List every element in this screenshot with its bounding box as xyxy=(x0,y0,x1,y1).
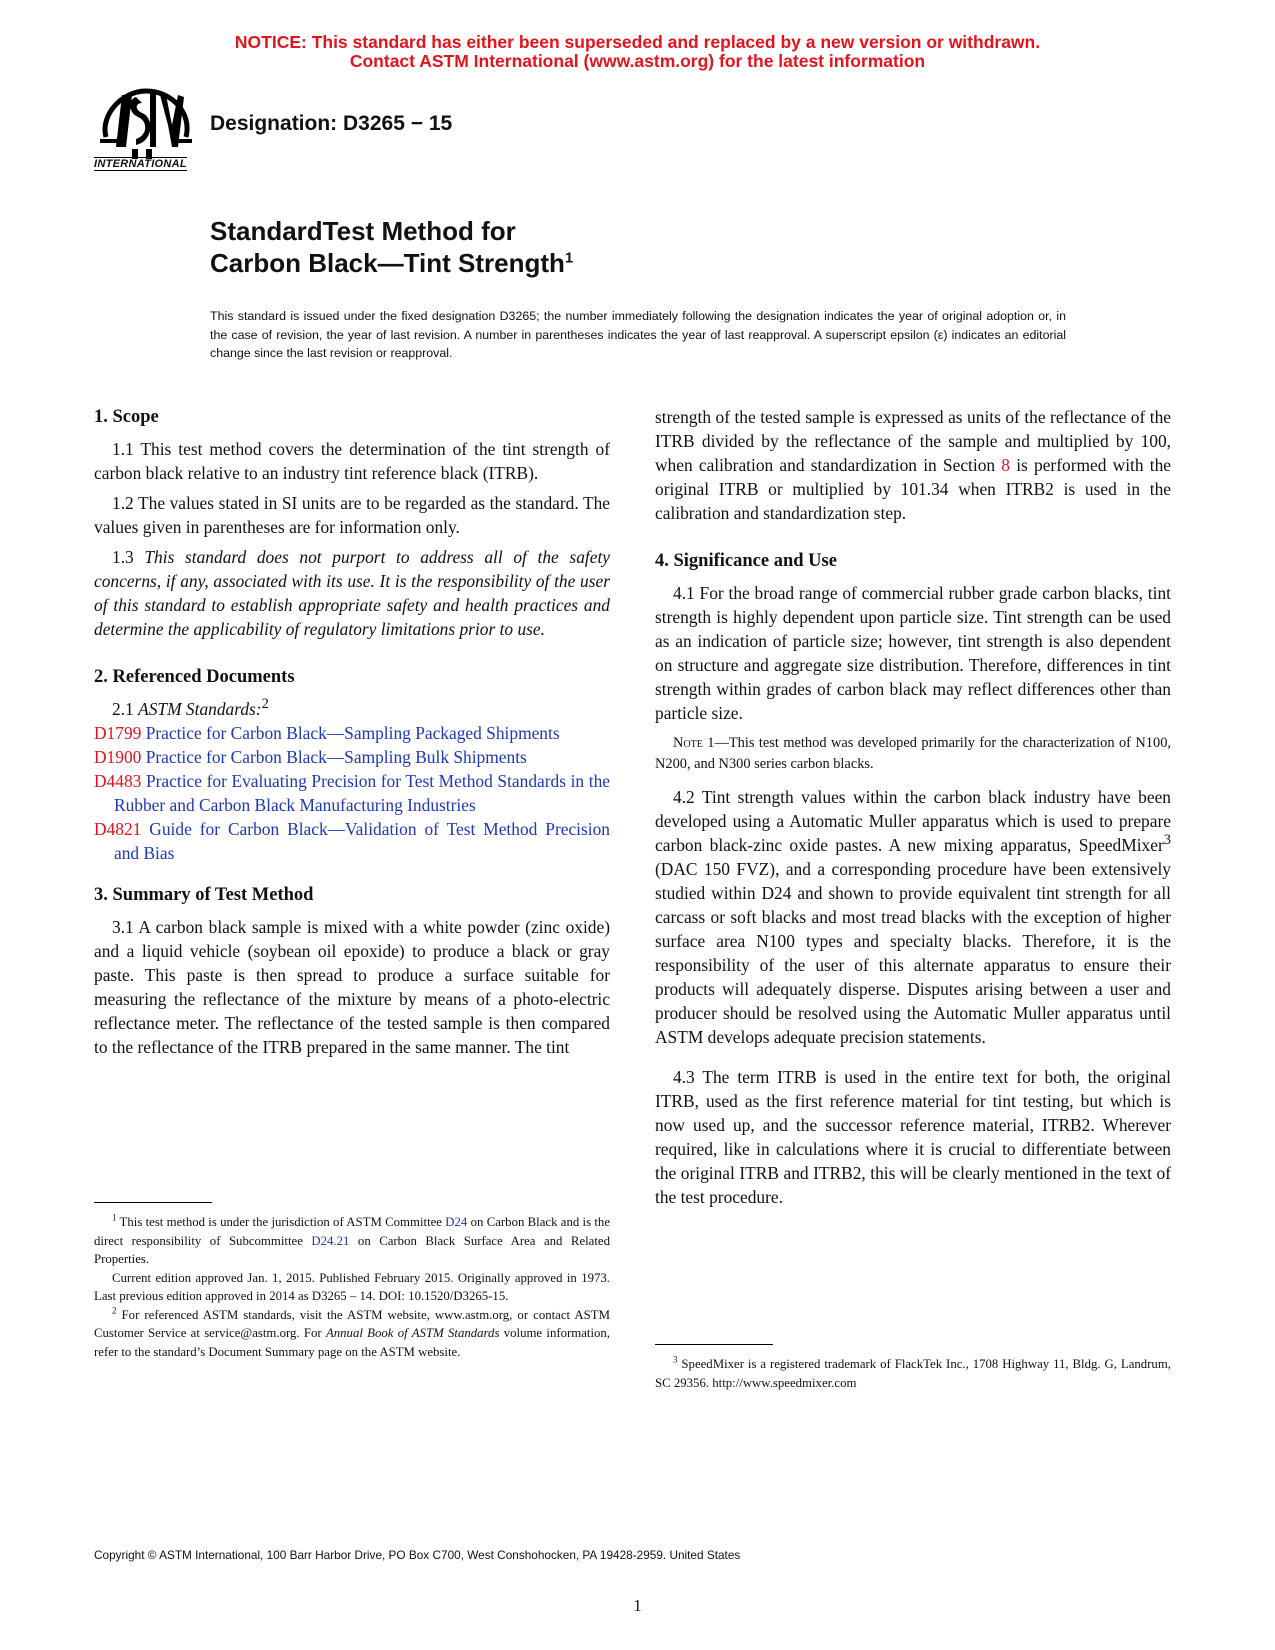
paragraph-4-2 xyxy=(655,785,1171,1049)
ref-code[interactable]: D4483 xyxy=(94,771,142,791)
title-line-2-text: Carbon Black—Tint Strength xyxy=(210,248,565,278)
footnote-1-text-a: This test method is under the jurisdiction of ASTM Committee xyxy=(116,1215,446,1229)
footnote-1-edition: Current edition approved Jan. 1, 2015. Published February 2015. Originally approved in 1973. Last previous edition approved in 2014 as D3265 – 14. DOI: 10.1520/D3265-15. xyxy=(94,1270,610,1303)
footnote-ref-2[interactable]: 2 xyxy=(261,696,269,713)
title-line-1: StandardTest Method for xyxy=(210,216,516,246)
footnote-2-text-b: volume information, refer to the standard’s Document Summary page on the ASTM website. xyxy=(94,1326,611,1359)
paragraph-4-3: 4.3 The term ITRB is used in the entire text for both, the original ITRB, used as the first reference material for tint testing, but which is now used up, and the successor reference material, ITRB2. Wherever required, like in calculations where it is crucial to differentiate between the original ITRB and ITRB2, this will be clearly mentioned in the text of the test procedure. xyxy=(655,1067,1171,1207)
ref-title[interactable]: Practice for Evaluating Precision for Test Method Standards in the Rubber and Carbon Black Manufacturing Industries xyxy=(114,771,610,815)
paragraph-3-1-continued-b: is performed with the original ITRB or multiplied by 101.34 when ITRB2 is used in the calibration and standardization step. xyxy=(655,455,1172,523)
logo-wordmark: INTERNATIONAL xyxy=(94,158,187,170)
title-line-2 xyxy=(210,247,573,279)
paragraph-3-1-continued xyxy=(655,405,1171,525)
page-number: 1 xyxy=(633,1596,642,1615)
ref-title[interactable]: Practice for Carbon Black—Sampling Packaged Shipments xyxy=(145,723,560,743)
section-heading-scope: 1. Scope xyxy=(94,407,159,427)
note-1-text: 1—This test method was developed primarily for the characterization of N100, N200, and N300 series carbon blacks. xyxy=(655,735,1171,772)
paragraph-1-3-text: This standard does not purport to address all of the safety concerns, if any, associated with its use. It is the responsibility of the user of this standard to establish appropriate safety and health practices and determine the applicability of regulatory limitations prior to use. xyxy=(94,547,610,639)
withdrawal-notice xyxy=(0,33,1275,71)
left-column xyxy=(94,405,610,1065)
ref-code[interactable]: D4821 xyxy=(94,819,142,839)
paragraph-1-3-number: 1.3 xyxy=(112,547,145,567)
issuance-statement: This standard is issued under the fixed designation D3265; the number immediately following the designation indicates the year of original adoption or, in the case of revision, the year of last revision. A number in parentheses indicates the year of last reapproval. A superscript epsilon (ε) indicates an editorial change since the last revision or reapproval. xyxy=(210,309,1066,360)
ref-item-d1900[interactable] xyxy=(94,745,610,769)
right-column xyxy=(655,405,1171,1215)
paragraph-4-1: 4.1 For the broad range of commercial rubber grade carbon blacks, tint strength is highly dependent upon particle size. Tint strength can be used as an indication of particle size; however, tint strength is also dependent on structure and aggregate size distribution. Therefore, differences in tint strength within grades of carbon black may reflect differences other than particle size. xyxy=(655,583,1171,723)
footnote-3-text: SpeedMixer is a registered trademark of FlackTek Inc., 1708 Highway 11, Bldg. G, Landrum, SC 29356. http://www.speedmixer.com xyxy=(655,1357,1171,1390)
footnote-2-number: 2 xyxy=(112,1305,117,1316)
copyright-line: Copyright © ASTM International, 100 Barr Harbor Drive, PO Box C700, West Conshohocken, PA 19428-2959. United States xyxy=(94,1548,741,1562)
footnote-rule-right xyxy=(655,1344,773,1345)
section-heading-significance: 4. Significance and Use xyxy=(655,551,837,571)
paragraph-4-2-text-a: 4.2 Tint strength values within the carbon black industry have been developed using a Automatic Muller apparatus which is used to prepare carbon black-zinc oxide pastes. A new mixing apparatus, SpeedMixer xyxy=(655,787,1171,855)
paragraph-1-1: 1.1 This test method covers the determination of the tint strength of carbon black relative to an industry tint reference black (ITRB). xyxy=(94,439,610,483)
footnote-1-text-b: on Carbon Black and is the direct responsibility of Subcommittee xyxy=(94,1215,610,1248)
designation: Designation: D3265 − 15 xyxy=(210,112,453,135)
paragraph-1-3 xyxy=(94,545,610,641)
footnotes-right xyxy=(655,1355,1171,1392)
notice-line-2: Contact ASTM International (www.astm.org) for the latest information xyxy=(349,51,926,71)
footnote-2 xyxy=(94,1306,610,1362)
document-title xyxy=(210,215,573,279)
section-heading-referenced-documents: 2. Referenced Documents xyxy=(94,667,295,687)
note-1 xyxy=(655,733,1171,775)
paragraph-2-1 xyxy=(94,697,610,721)
ref-item-d4821[interactable] xyxy=(94,817,610,865)
footnote-1-number: 1 xyxy=(112,1212,117,1223)
ref-item-d1799[interactable] xyxy=(94,721,610,745)
paragraph-2-1-number: 2.1 xyxy=(112,699,139,719)
ref-item-d4483[interactable] xyxy=(94,769,610,817)
footnote-3 xyxy=(655,1355,1171,1392)
paragraph-1-2: 1.2 The values stated in SI units are to be regarded as the standard. The values given in parentheses are for information only. xyxy=(94,493,610,537)
ref-code[interactable]: D1799 xyxy=(94,723,142,743)
footnotes-left xyxy=(94,1213,610,1361)
footnote-1-text-c: on Carbon Black Surface Area and Related Properties. xyxy=(94,1233,610,1266)
paragraph-2-1-text: ASTM Standards: xyxy=(138,699,262,719)
title-footnote-ref[interactable]: 1 xyxy=(564,249,574,267)
footnote-ref-3[interactable]: 3 xyxy=(1163,832,1171,849)
section-8-link[interactable]: 8 xyxy=(1001,455,1010,475)
section-heading-summary: 3. Summary of Test Method xyxy=(94,885,314,905)
footnote-3-number: 3 xyxy=(673,1354,678,1365)
ref-code[interactable]: D1900 xyxy=(94,747,142,767)
notice-line-1: NOTICE: This standard has either been superseded and replaced by a new version or withdrawn. xyxy=(234,32,1041,52)
paragraph-3-1: 3.1 A carbon black sample is mixed with a white powder (zinc oxide) and a liquid vehicle (soybean oil epoxide) to produce a black or gray paste. This paste is then spread to produce a surface suitable for measuring the reflectance of the mixture by means of a photo-electric reflectance meter. The reflectance of the tested sample is then compared to the reflectance of the ITRB prepared in the same manner. The tint xyxy=(94,917,610,1057)
subcommittee-d2421-link[interactable]: D24.21 xyxy=(311,1233,350,1248)
footnote-rule-left xyxy=(94,1202,212,1203)
astm-logo xyxy=(92,85,202,185)
paragraph-4-2-text-b: (DAC 150 FVZ), and a corresponding procedure have been extensively studied within D24 and shown to provide equivalent tint strength for all carcass or soft blacks and most tread blacks with the exception of higher surface area N100 types and specialty blacks. Therefore, it is the responsibility of the user of this alternate apparatus to ensure their products will adequately disperse. Disputes arising between a user and producer should be resolved using the Automatic Muller apparatus until ASTM develops adequate precision statements. xyxy=(655,859,1171,1047)
footnote-2-text-a: For referenced ASTM standards, visit the ASTM website, www.astm.org, or contact ASTM Customer Service at service@astm.org. For xyxy=(94,1307,610,1340)
ref-title[interactable]: Practice for Carbon Black—Sampling Bulk Shipments xyxy=(145,747,527,767)
footnote-1 xyxy=(94,1213,610,1269)
committee-d24-link[interactable]: D24 xyxy=(445,1215,468,1229)
ref-title[interactable]: Guide for Carbon Black—Validation of Test Method Precision and Bias xyxy=(114,819,611,863)
paragraph-3-1-continued-a: strength of the tested sample is expressed as units of the reflectance of the ITRB divided by the reflectance of the sample and multiplied by 100, when calibration and standardization in Section xyxy=(655,407,1171,475)
footnote-2-book-title: Annual Book of ASTM Standards xyxy=(325,1326,500,1340)
note-label: Note xyxy=(673,735,703,751)
